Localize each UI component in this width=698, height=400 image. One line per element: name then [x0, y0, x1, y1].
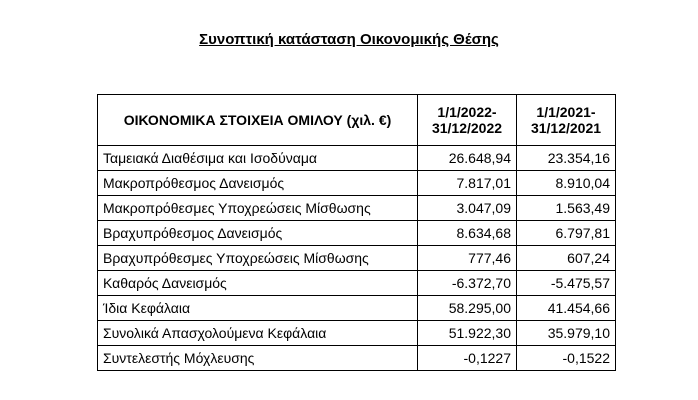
header-period-2022-end: 31/12/2022	[431, 120, 503, 136]
value-2022: 26.648,94	[418, 146, 517, 171]
header-period-2022	[418, 95, 517, 146]
row-label: Βραχυπρόθεσμος Δανεισμός	[98, 221, 418, 246]
row-label: Ίδια Κεφάλαια	[98, 296, 418, 321]
value-2022: -0,1227	[418, 346, 517, 371]
row-label: Συντελεστής Μόχλευσης	[98, 346, 418, 371]
value-2021: -5.475,57	[517, 271, 616, 296]
table-row	[98, 146, 616, 171]
table-row	[98, 196, 616, 221]
table-row	[98, 346, 616, 371]
table-header-row	[98, 95, 616, 146]
value-2021: -0,1522	[517, 346, 616, 371]
row-label: Ταμειακά Διαθέσιμα και Ισοδύναμα	[98, 146, 418, 171]
table-row	[98, 271, 616, 296]
value-2021: 23.354,16	[517, 146, 616, 171]
row-label: Μακροπρόθεσμες Υποχρεώσεις Μίσθωσης	[98, 196, 418, 221]
value-2022: 7.817,01	[418, 171, 517, 196]
value-2021: 607,24	[517, 246, 616, 271]
value-2021: 8.910,04	[517, 171, 616, 196]
value-2021: 35.979,10	[517, 321, 616, 346]
header-label-cell: ΟΙΚΟΝΟΜΙΚΑ ΣΤΟΙΧΕΙΑ ΟΜΙΛΟΥ (χιλ. €)	[98, 95, 418, 146]
row-label: Καθαρός Δανεισμός	[98, 271, 418, 296]
header-period-2021-end: 31/12/2021	[530, 120, 602, 136]
header-period-2021	[517, 95, 616, 146]
header-period-2022-start: 1/1/2022-	[437, 104, 497, 120]
table-row	[98, 246, 616, 271]
value-2022: 3.047,09	[418, 196, 517, 221]
table-row	[98, 221, 616, 246]
value-2022: 777,46	[418, 246, 517, 271]
financial-data-table	[97, 94, 616, 371]
value-2021: 1.563,49	[517, 196, 616, 221]
value-2021: 6.797,81	[517, 221, 616, 246]
header-period-2021-start: 1/1/2021-	[536, 104, 596, 120]
value-2022: -6.372,70	[418, 271, 517, 296]
page-title: Συνοπτική κατάσταση Οικονομικής Θέσης	[199, 31, 499, 48]
row-label: Βραχυπρόθεσμες Υποχρεώσεις Μίσθωσης	[98, 246, 418, 271]
table-row	[98, 296, 616, 321]
value-2022: 8.634,68	[418, 221, 517, 246]
value-2022: 51.922,30	[418, 321, 517, 346]
value-2021: 41.454,66	[517, 296, 616, 321]
table-row	[98, 171, 616, 196]
row-label: Συνολικά Απασχολούμενα Κεφάλαια	[98, 321, 418, 346]
value-2022: 58.295,00	[418, 296, 517, 321]
table-row	[98, 321, 616, 346]
row-label: Μακροπρόθεσμος Δανεισμός	[98, 171, 418, 196]
